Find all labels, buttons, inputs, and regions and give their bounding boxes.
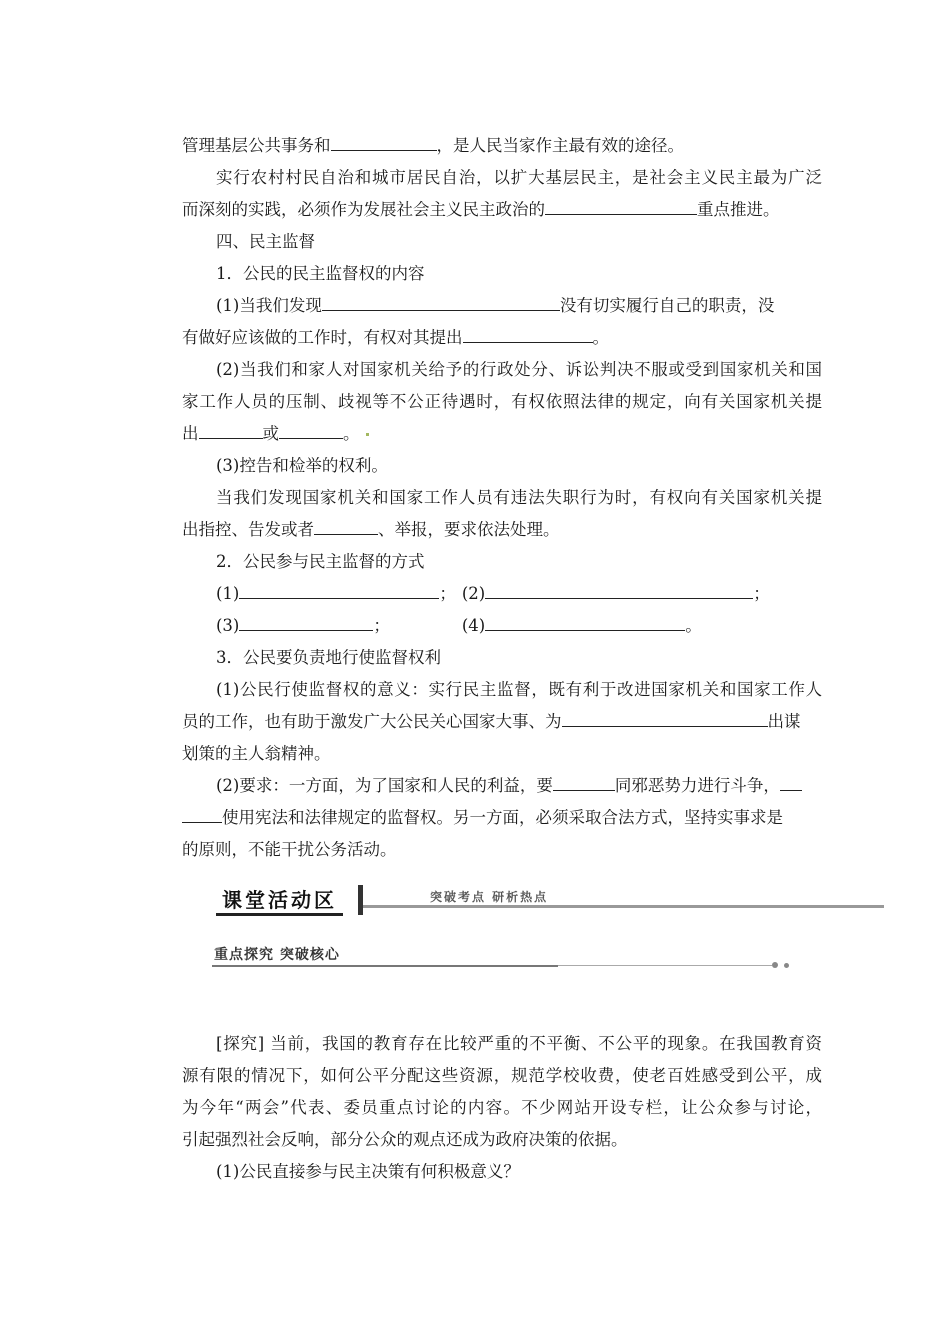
fill-blank xyxy=(463,327,593,343)
explore-paragraph: 引起强烈社会反响，部分公众的观点还成为政府决策的依据。 xyxy=(182,1130,628,1149)
banner-title: 课堂活动区 xyxy=(216,887,343,916)
section-title: 重点探究 突破核心 xyxy=(214,947,340,963)
subsection-heading: 3．公民要负责地行使监督权利 xyxy=(216,648,441,667)
section-rule xyxy=(212,965,558,967)
explore-paragraph: [探究] 当前，我国的教育存在比较严重的不平衡、不公平的现象。在我国教育资 xyxy=(216,1034,822,1053)
subsection-heading: 1．公民的民主监督权的内容 xyxy=(216,264,425,283)
question: (1)公民直接参与民主决策有何积极意义？ xyxy=(216,1162,520,1181)
focus-section-header xyxy=(212,945,592,975)
text-line: 员的工作，也有助于激发广大公民关心国家大事、为 出谋 xyxy=(182,712,801,731)
fill-blank xyxy=(279,423,343,439)
section-heading: 四、民主监督 xyxy=(216,232,315,251)
fill-blank xyxy=(562,711,768,727)
text-line: (2)当我们和家人对国家机关给予的行政处分、诉讼判决不服或受到国家机关和国 xyxy=(216,360,822,379)
text-line: 管理基层公共事务和 ，是人民当家作主最有效的途径。 xyxy=(182,136,684,155)
text-line: (1)公民行使监督权的意义：实行民主监督，既有利于改进国家机关和国家工作人 xyxy=(216,680,822,699)
explore-paragraph: 为今年“两会”代表、委员重点讨论的内容。不少网站开设专栏，让公众参与讨论， xyxy=(182,1098,822,1117)
text-line: (1) ； (2) ； xyxy=(216,584,770,603)
activity-banner xyxy=(212,885,884,917)
text-line: 出 或 。 xyxy=(182,423,822,445)
fill-blank xyxy=(553,775,615,791)
text-line: 划策的主人翁精神。 xyxy=(182,744,331,763)
subsection-heading: 2．公民参与民主监督的方式 xyxy=(216,552,425,571)
text-line: (3)控告和检举的权利。 xyxy=(216,456,388,475)
text-line: 当我们发现国家机关和国家工作人员有违法失职行为时，有权向有关国家机关提 xyxy=(216,488,822,507)
section-rule-thin xyxy=(558,965,772,966)
text-line: (3) ； (4) 。 xyxy=(216,616,702,635)
text-line: 实行农村村民自治和城市居民自治，以扩大基层民主，是社会主义民主最为广泛 xyxy=(216,168,822,187)
fill-blank xyxy=(545,199,697,215)
banner-divider xyxy=(358,885,363,915)
decor-dot xyxy=(784,963,789,968)
fill-blank xyxy=(199,423,263,439)
text-line: 家工作人员的压制、歧视等不公正待遇时，有权依照法律的规定，向有关国家机关提 xyxy=(182,392,822,411)
text-line: (2)要求：一方面，为了国家和人民的利益，要 同邪恶势力进行斗争， xyxy=(216,775,822,797)
fill-blank xyxy=(314,519,378,535)
fill-blank xyxy=(182,807,222,823)
text-line: 使用宪法和法律规定的监督权。另一方面，必须采取合法方式，坚持实事求是 xyxy=(182,807,822,829)
fill-blank xyxy=(239,615,373,631)
decor-dot xyxy=(772,962,778,968)
fill-blank xyxy=(322,295,560,311)
text-line: 而深刻的实践，必须作为发展社会主义民主政治的 重点推进。 xyxy=(182,200,780,219)
fill-blank xyxy=(780,775,802,791)
banner-subtitle: 突破考点 研析热点 xyxy=(430,890,549,904)
fill-blank xyxy=(485,615,685,631)
fill-blank xyxy=(485,583,753,599)
text-line: 的原则，不能干扰公务活动。 xyxy=(182,840,397,859)
mark-dot xyxy=(366,433,369,436)
fill-blank xyxy=(239,583,439,599)
text-line: (1)当我们发现 没有切实履行自己的职责，没 xyxy=(216,296,775,315)
fill-blank xyxy=(331,135,437,151)
banner-rule xyxy=(363,905,884,908)
text-line: 有做好应该做的工作时，有权对其提出 。 xyxy=(182,328,609,347)
explore-paragraph: 源有限的情况下，如何公平分配这些资源，规范学校收费，使老百姓感受到公平，成 xyxy=(182,1066,822,1085)
text-line: 出指控、告发或者 、举报，要求依法处理。 xyxy=(182,520,560,539)
